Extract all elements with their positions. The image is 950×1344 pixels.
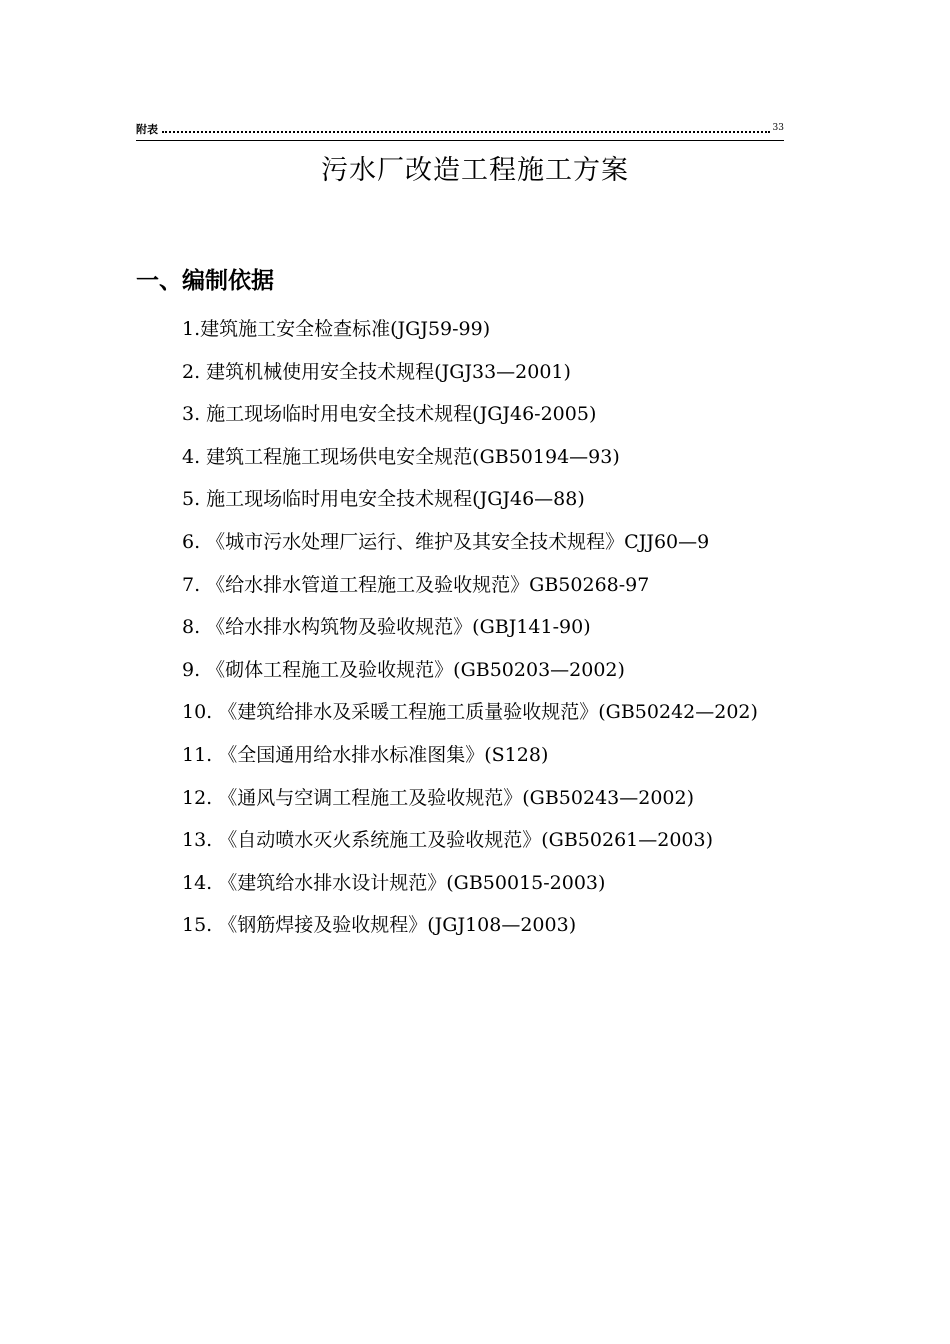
reference-list: [182, 315, 758, 954]
reference-item: 2. 建筑机械使用安全技术规程(JGJ33—2001): [182, 360, 571, 383]
reference-item: 7. 《给水排水管道工程施工及验收规范》GB50268-97: [182, 573, 650, 596]
reference-item: 11. 《全国通用给水排水标准图集》(S128): [182, 743, 549, 766]
reference-item: 12. 《通风与空调工程施工及验收规范》(GB50243—2002): [182, 786, 695, 809]
reference-item: 4. 建筑工程施工现场供电安全规范(GB50194—93): [182, 445, 620, 468]
reference-item: 10. 《建筑给排水及采暖工程施工质量验收规范》(GB50242—202): [182, 701, 758, 724]
reference-item: 5. 施工现场临时用电安全技术规程(JGJ46—88): [182, 488, 585, 511]
reference-item: 3. 施工现场临时用电安全技术规程(JGJ46-2005): [182, 403, 597, 426]
header-label: 附表: [136, 123, 158, 136]
document-title: 污水厂改造工程施工方案: [321, 155, 629, 186]
section-heading: 一、编制依据: [136, 268, 274, 294]
reference-item: 9. 《砌体工程施工及验收规范》(GB50203—2002): [182, 658, 625, 681]
header-dot-leader: [162, 131, 770, 133]
page-header: [136, 118, 784, 141]
page-number: 33: [772, 123, 784, 133]
reference-item: 15. 《钢筋焊接及验收规程》(JGJ108—2003): [182, 914, 577, 937]
reference-item: 1.建筑施工安全检查标准(JGJ59-99): [182, 318, 491, 340]
reference-item: 6. 《城市污水处理厂运行、维护及其安全技术规程》CJJ60—9: [182, 530, 710, 553]
reference-item: 8. 《给水排水构筑物及验收规范》(GBJ141-90): [182, 616, 591, 639]
reference-item: 13. 《自动喷水灭火系统施工及验收规范》(GB50261—2003): [182, 829, 714, 852]
reference-item: 14. 《建筑给水排水设计规范》(GB50015-2003): [182, 871, 606, 894]
